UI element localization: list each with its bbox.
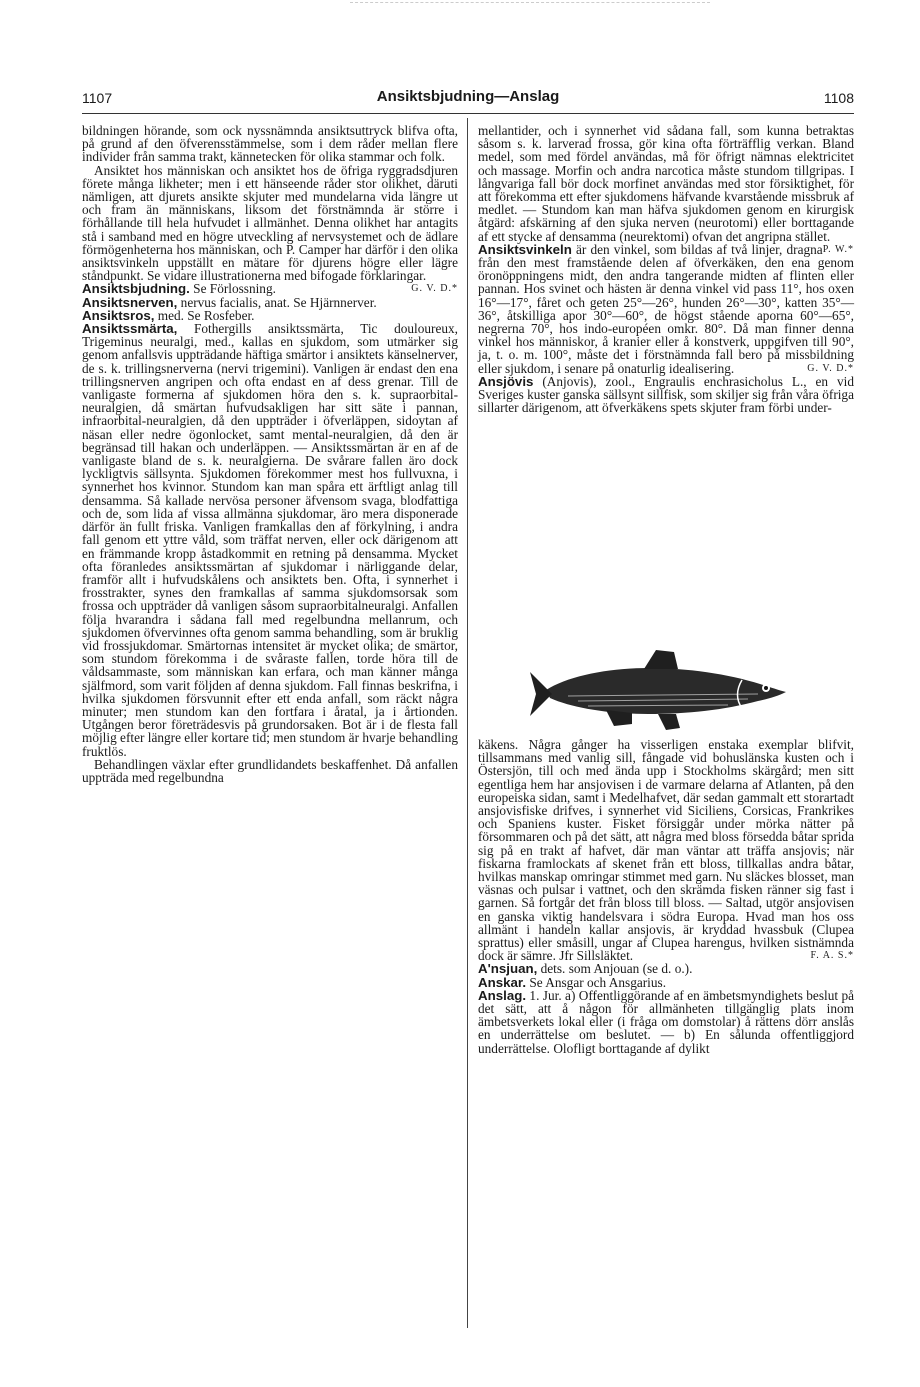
entry-text: är den vinkel, som bildas af två linjer, dragna från den mest framstående delen af öfverkäken, den ena genom öronöppningens midt, den andra tangerande midten af flinten eller pannan. Hos svinet och hästen är denna vinkel vid pass 11°, hos oxen 16°—17°, fåret och geten 25°—26°, hunden 26°—30°, katten 35°—36°, åtskilliga apor 30°—60°, de högst stående aporna 60°—65°, negrerna 70°, hos indo-européen omkr. 80°. Då man finner denna vinkel hos människor, å kranier eller å konstverk, uppgifven till 90°, ja, t. o. m. 100°, måste det i förstnämnda fall bero på missbildning eller sjukdom, i senare på onaturlig idealisering. — [478, 241, 854, 376]
article-paragraph — [82, 322, 458, 758]
running-title: Ansiktsbjudning—Anslag — [376, 88, 560, 105]
left-column — [82, 124, 458, 784]
author-signature: F. A. S.* — [810, 950, 854, 962]
entry-text: 1. Jur. a) Offentliggörande af en ämbetsmyndighets beslut på det sätt, att å någon för allmänheten tillgänglig plats inom ämbetsverkets lokal eller (i fråga om domstolar) å rättens dörr anslås en underrättelse om beslutet. — b) En sålunda offentliggjord underrättelse. Olofligt borttagande af dylikt — [478, 987, 854, 1056]
page-number-left: 1107 — [82, 90, 113, 106]
entry-text: med. Se Rosfeber. — [154, 307, 255, 323]
scan-artifact — [350, 2, 710, 3]
entry-text: dets. som Anjouan (se d. o.). — [537, 961, 693, 977]
entry-headword: Anskar. — [478, 974, 527, 990]
entry-headword: Anslag. — [478, 987, 527, 1003]
entry-text: mellantider, och i synnerhet vid sådana fall, som kunna betraktas såsom s. k. larverad frossa, gör kina ofta förträfflig verkan. Bland medel, som med fördel användas, må för öfrigt nämnas elektricitet och massage. Morfin och andra narcotica måste stundom tillgripas. I långvariga fall bör dock morfinet användas med stor försiktighet, för att förekomma ett efter sjukdomens häfvande kvarstående missbruk af medlet. — Stundom kan man häfva sjukdomen genom en kirurgisk åtgärd: afskärning af den sjuka nerven (neurotomi) eller borttagande af ett stycke af densamma (neurektomi) ofvan det angripna stället. — [478, 123, 854, 244]
anchovy-fish-illustration — [528, 638, 790, 736]
entry-headword: Ansiktsvinkeln — [478, 241, 572, 257]
right-column-bottom — [478, 738, 854, 1055]
entry-text: nervus facialis, anat. Se Hjärnnerver. — [177, 294, 377, 310]
entry-headword: Ansiktsros, — [82, 307, 155, 323]
entry-text: Ansiktet hos människan och ansiktet hos de öfriga ryggradsdjuren förete många likheter; men i ett hänseende råder stor olikhet, däruti nämligen, att djurets ansikte skjuter med mundelarna vida längre ut och fram än människans, liksom det förstnämnda är större i förhållande till hela hufvudet i allmänhet. Denna olikhet har antagits stå i samband med en högre utveckling af nervsystemet och de ädlare förmögenheterna hos människan, och P. Camper har därför i den olika ansiktsvinkeln uppställt en mätare för djurens högre eller lägre ståndpunkt. Se vidare illustrationerna med bifogade förklaringar. — [82, 162, 458, 284]
page-number-right: 1108 — [823, 90, 854, 106]
article-paragraph — [478, 989, 854, 1055]
column-divider — [467, 118, 468, 1328]
entry-headword: Ansiktsnerven, — [82, 294, 178, 310]
entry-text: Se Förlossning. — [189, 281, 276, 297]
page-header — [82, 86, 854, 110]
entry-text: käkens. Några gånger ha visserligen enstaka exemplar blifvit, tillsammans med vanlig sill, fångade vid bohuslänska kusten och i Östersjön, till och med ända upp i Stockholms skärgård; men sitt egentliga hem har ansjovisen i de varmare delarna af Atlanten, på den europeiska sidan, samt i Medelhafvet, där sedan gammalt ett storartadt ansjovisfiske drifves, i synnerhet vid Siciliens, Corsicas, Frankrikes och Spaniens kuster. Fisket försiggår under mörka nätter på försommaren och på det sätt, att några med bloss försedda båtar sprida sig på en trakt af hafvet, där man väntar att träffa ansjovis; när fiskarna framlockats af skenet från ett bloss, tillkallas andra båtar, hvilkas manskap omringar stimmet med garn. Nu släckes blosset, man väsnas och pulsar i vattnet, och den skrämda fisken ränner sig fast i garnen. Så fortgår det från bloss till bloss. — Saltad, utgör ansjovisen en ganska viktig handelsvara i södra Europa. Hvad man hos oss allmänt i handeln kallar ansjovis, är kryddad hvassbuk (Clupea sprattus) eller småsill, ungar af Clupea harengus, hvilken sistnämnda dock är sämre. Jfr Sillsläktet. — [478, 737, 854, 964]
header-rule — [82, 113, 854, 114]
entry-text: Fothergills ansiktssmärta, Tic douloureux, Trigeminus neuralgi, med., kallas en sjukdom, som utmärker sig genom anfallsvis uppträdande häftiga smärtor i ansiktets känselnerver, de s. k. trillingsnerverna (nervi trigemini). Vanligen är endast den ena trillingsnerven angripen och ofta endast en af dess grenar. Till de vanligaste formerna af sjukdomen höra den s. k. supraorbital-neuralgien, då smärtan hufvudsakligen har sitt säte i pannan, infraorbital-neuralgien, då den uppträder i öfverläppen, sidoytan af näsan eller nedre ögonlocket, samt mental-neuralgien, då den är begränsad till hakan och underläppen. — Ansiktssmärtan är en af de vanligaste bland de s. k. neuralgierna. De svårare fallen äro dock lyckligtvis sällsynta. Sjukdomen förekommer mest hos fullvuxna, i synnerhet hos kvinnor. Stundom kan man spåra ett ärftligt anlag till densamma. Så kallade nervösa personer äfvensom svaga, blodfattiga och de, som lida af vissa allmänna sjukdomar, äro mera disponerade därför än fullt friska. Vanligen framkallas den af förkylning, i andra fall genom ett yttre våld, som träffat nerven, eller ock därigenom att en främmande kropp åstadkommit en retning på densamma. Mycket ofta föranledes ansiktssmärtan af sjukdomar i närliggande delar, framför allt i hufvudskålens och ansiktets ben. Ofta, i synnerhet i frosstrakter, synes den framkallas af samma sjukdomsorsak som frossa och uppträder då vanligen såsom supraorbitalneuralgi. Anfallen följa hvarandra i sådana fall med regelbundna mellanrum, och sjukdomen öfvervinnes ofta genom samma behandling, som är bruklig vid frossjukdomar. Smärtornas intensitet är mycket olika; de smärtor, som stundom förekomma i de svåraste fallen, torde höra till de våldsammaste, som människan kan erfara, och man känner många själfmord, som varit följden af denna sjukdom. Fall finnas beskrifna, i hvilka sjukdomen försvunnit efter ett enda anfall, som räckt några minuter; men stundom kan den fortfara i åratal, ja i årtionden. Utgången beror företrädesvis på grundorsaken. Bot är i de flesta fall möjlig efter längre eller kortare tid; men stundom är hvarje behandling fruktlös. — [82, 321, 458, 759]
entry-headword: Ansiktssmärta, — [82, 321, 178, 337]
author-signature: G. V. D.* — [411, 283, 458, 295]
article-paragraph — [82, 124, 458, 164]
article-paragraph — [478, 375, 854, 415]
author-signature: G. V. D.* — [807, 362, 854, 374]
author-signature: P. W.* — [822, 243, 854, 255]
right-column-top — [478, 124, 854, 414]
entry-headword: Ansjövis — [478, 373, 534, 389]
entry-text: Se Ansgar och Ansgarius. — [526, 974, 667, 990]
entry-text: bildningen hörande, som ock nyssnämnda ansiktsuttryck blifva ofta, på grund af den öfverensstämmelse, som i dem råder mellan flere individer från samma trakt, kännetecken för olika stammar och folk. — [82, 123, 458, 165]
entry-headword: Ansiktsbjudning. — [82, 281, 190, 297]
entry-text: Behandlingen växlar efter grundlidandets beskaffenhet. Då anfallen uppträda med regelbundna — [82, 756, 458, 785]
article-paragraph — [478, 243, 854, 375]
entry-text: (Anjovis), zool., Engraulis enchrasicholus L., en vid Sveriges kuster ganska sällsynt sillfisk, som skiljer sig från våra öfriga sillarter därigenom, att öfverkäkens spets skjuter fram förbi under- — [478, 373, 854, 416]
entry-headword: A'nsjuan, — [478, 961, 538, 977]
article-paragraph — [82, 758, 458, 784]
article-paragraph — [478, 738, 854, 962]
